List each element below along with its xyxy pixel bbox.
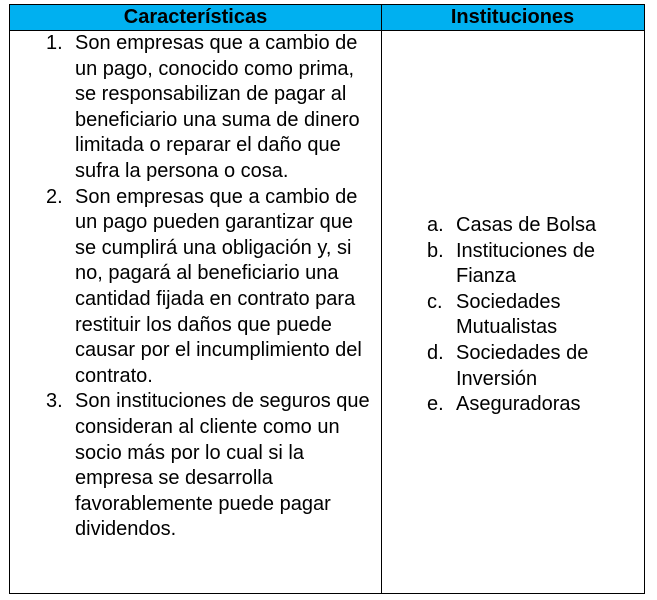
- item-letter: c.: [427, 290, 443, 313]
- item-text: Casas de Bolsa: [456, 214, 597, 236]
- table-header-row: [10, 5, 644, 31]
- header-institutions: Instituciones: [450, 6, 575, 28]
- item-text: Sociedades Mutualistas: [456, 290, 561, 339]
- list-item: [10, 185, 381, 390]
- item-text: Son empresas que a cambio de un pago pueden garantizar que se cumplirá una obligación y, si no, pagará al beneficiario una cantidad fijada en contrato para restituir los daños que puede causar por el incumplimiento del contrato.: [75, 185, 362, 387]
- list-item: [381, 290, 644, 341]
- item-text: Sociedades de Inversión: [456, 341, 589, 390]
- list-item: [10, 31, 381, 185]
- item-letter: b.: [427, 239, 444, 262]
- characteristics-cell: [10, 31, 381, 543]
- header-characteristics: Características: [123, 6, 268, 28]
- item-text: Son instituciones de seguros que consideran al cliente como un socio más por lo cual si la empresa se desarrolla favorablemente puede pagar dividendos.: [75, 390, 370, 541]
- item-letter: e.: [427, 393, 444, 416]
- institutions-list: [381, 213, 644, 418]
- item-number: 2.: [46, 185, 63, 208]
- item-letter: a.: [427, 214, 444, 236]
- item-letter: d.: [427, 341, 444, 364]
- item-number: 3.: [46, 390, 63, 413]
- list-item: [381, 392, 644, 418]
- list-item: [381, 213, 644, 239]
- list-item: [381, 239, 644, 290]
- characteristics-list: [10, 31, 381, 543]
- item-text: Son empresas que a cambio de un pago, conocido como prima, se responsabilizan de pagar al beneficiario una suma de dinero limitada o reparar el daño que sufra la persona o cosa.: [75, 32, 360, 182]
- item-number: 1.: [46, 32, 63, 54]
- list-item: [381, 341, 644, 392]
- item-text: Instituciones de Fianza: [456, 239, 595, 288]
- item-text: Aseguradoras: [456, 393, 581, 416]
- matching-table: [9, 4, 645, 594]
- list-item: [10, 389, 381, 543]
